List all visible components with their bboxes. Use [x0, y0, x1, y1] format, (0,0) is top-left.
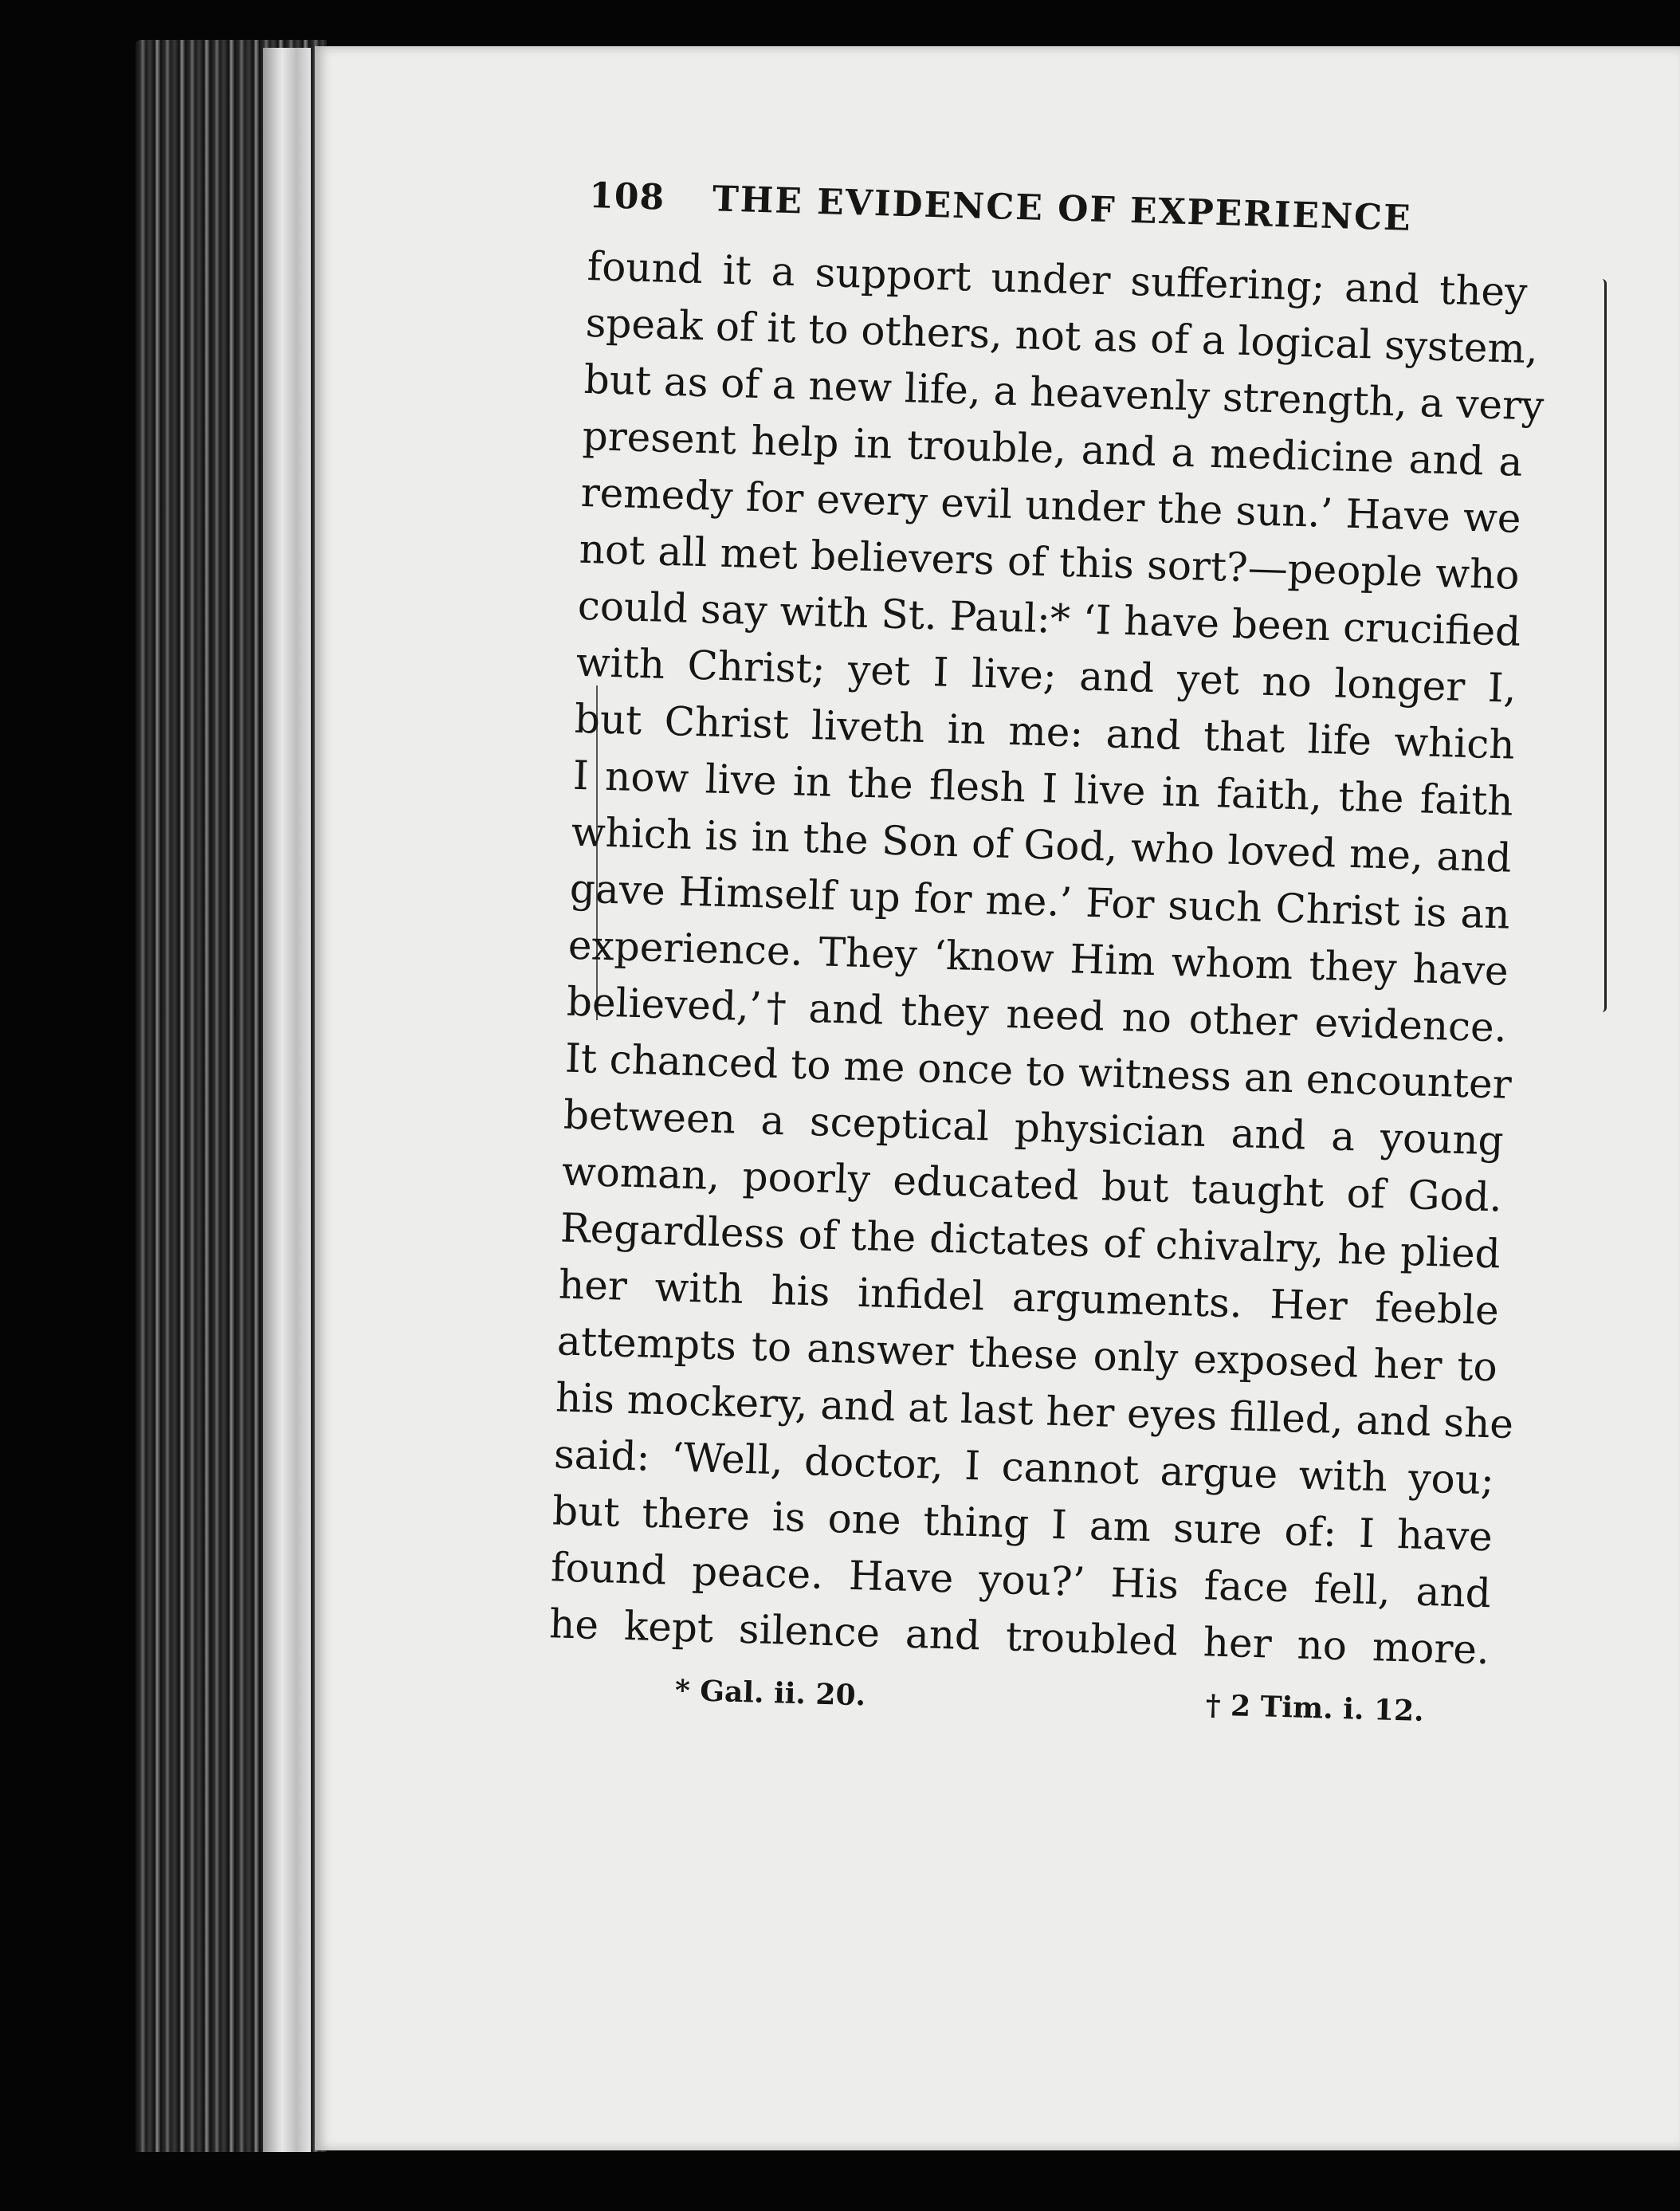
footnote-tim: † 2 Tim. i. 12. — [1205, 1688, 1425, 1728]
text-line: he kept silence and troubled her no more. — [548, 1600, 1490, 1674]
text-line: with Christ; yet I live; and yet no longer I, — [575, 638, 1517, 712]
text-line: his mockery, and at last her eyes filled, and she — [555, 1374, 1514, 1447]
text-line: It chanced to me once to witness an encounter — [564, 1035, 1513, 1108]
text-line: gave Himself up for me.’ For such Christ is an — [569, 865, 1511, 938]
text-line: experience. They ‘know Him whom they have — [567, 921, 1509, 995]
text-line: present help in trouble, and a medicine and a — [582, 412, 1524, 485]
text-line: which is in the Son of God, who loved me, and — [571, 808, 1513, 882]
page-content — [547, 175, 1609, 1732]
text-line: believed,’† and they need no other evidence. — [566, 978, 1508, 1051]
body-text — [548, 238, 1607, 1681]
text-line: woman, poorly educated but taught of God. — [561, 1148, 1503, 1221]
text-line: but there is one thing I am sure of: I have — [551, 1487, 1494, 1561]
text-line: her with his infidel arguments. Her feeble — [558, 1261, 1500, 1334]
footnote-gal: * Gal. ii. 20. — [674, 1673, 866, 1713]
text-line: found it a support under suffering; and they — [587, 242, 1529, 316]
text-line: speak of it to others, not as of a logical system, — [585, 299, 1539, 373]
text-line: said: ‘Well, doctor, I cannot argue with you; — [553, 1431, 1495, 1504]
text-line: between a sceptical physician and a young — [563, 1091, 1505, 1164]
text-line: Regardless of the dictates of chivalry, he plied — [559, 1204, 1501, 1278]
text-line: could say with St. Paul:* ‘I have been crucified — [577, 582, 1521, 655]
scan-border — [0, 2152, 1680, 2211]
text-line: but Christ liveth in me: and that life which — [574, 695, 1516, 768]
text-line: but as of a new life, a heavenly strength, a very — [583, 355, 1545, 430]
text-line: attempts to answer these only exposed her to — [556, 1318, 1498, 1391]
text-line: I now live in the flesh I live in faith, the faith — [572, 752, 1514, 825]
page-gutter — [263, 48, 311, 2152]
page-number: 108 — [588, 175, 665, 218]
text-line: not all met believers of this sort?—people who — [579, 525, 1521, 599]
text-line: remedy for every evil under the sun.’ Have we — [580, 469, 1522, 542]
running-head: THE EVIDENCE OF EXPERIENCE — [712, 179, 1413, 239]
text-line: found peace. Have you?’ His face fell, and — [550, 1544, 1492, 1617]
